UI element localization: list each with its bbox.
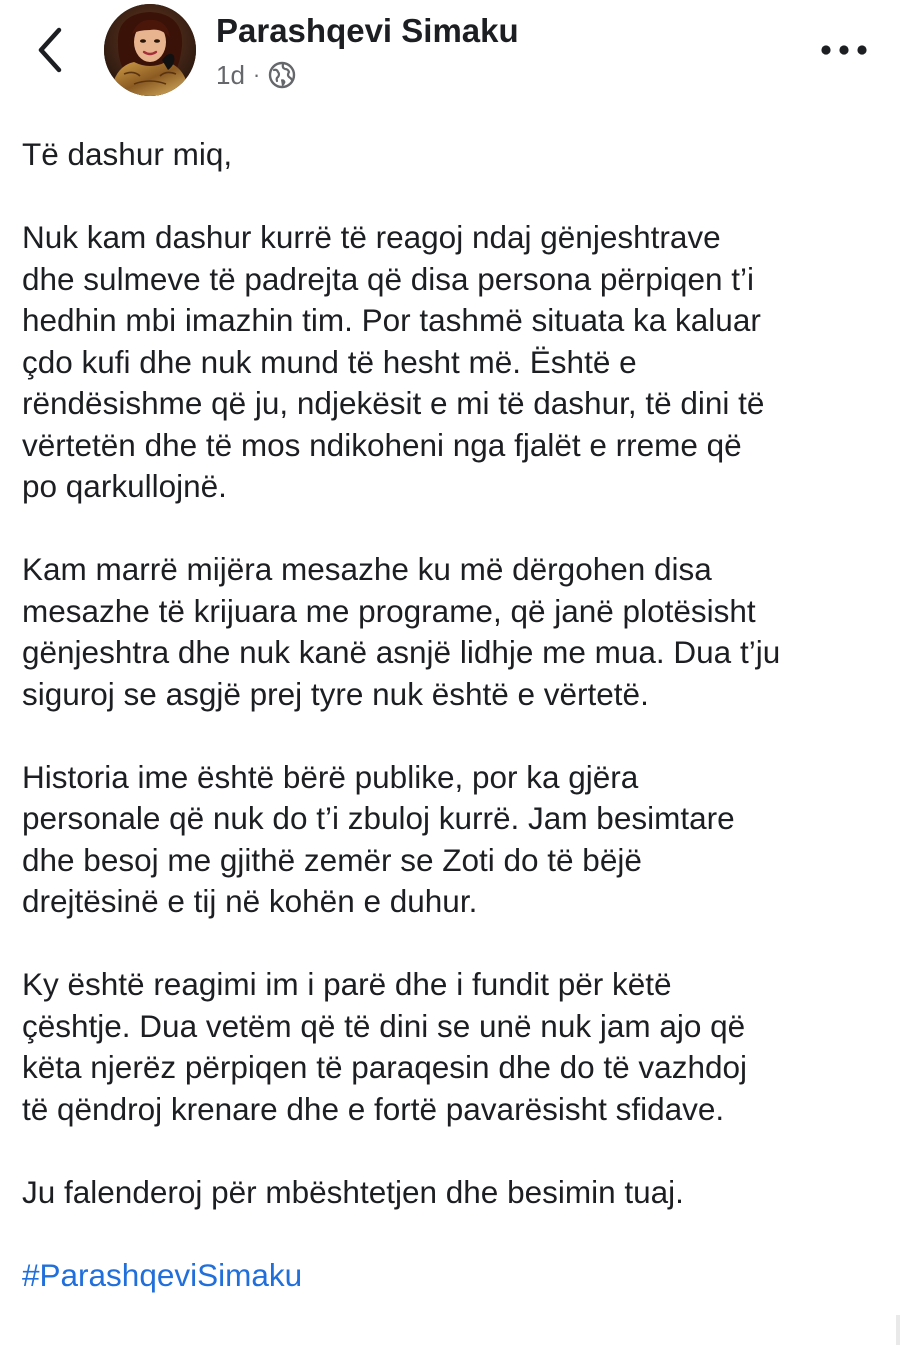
post-meta <box>216 58 296 92</box>
chevron-left-icon <box>35 26 65 74</box>
post-body <box>22 134 884 1296</box>
post-paragraph-3: Historia ime është bërë publike, por ka gjëra personale që nuk do t’i zbuloj kurrë. Jam besimtare dhe besoj me gjithë zemër se Zoti do të bëjë drejtësinë e tij në kohën e duhur. <box>22 758 735 919</box>
globe-icon[interactable] <box>268 61 296 89</box>
profile-photo <box>104 4 196 96</box>
post-paragraph-greeting: Të dashur miq, <box>22 136 233 172</box>
bottom-blank-area <box>0 1315 900 1345</box>
more-horizontal-icon <box>820 44 868 56</box>
post-time[interactable]: 1d <box>216 59 245 90</box>
edge-strip <box>896 1315 900 1345</box>
avatar[interactable] <box>104 4 196 96</box>
post-header <box>0 0 900 110</box>
post-paragraph-2: Kam marrë mijëra mesazhe ku më dërgohen disa mesazhe të krijuara me programe, që janë plotësisht gënjeshtra dhe nuk kanë asnjë lidhje me mua. Dua t’ju siguroj se asgjë prej tyre nuk është e vërtetë. <box>22 551 781 712</box>
post-paragraph-closing: Ju falenderoj për mbështetjen dhe besimin tuaj. <box>22 1173 684 1210</box>
more-options-button[interactable] <box>814 30 874 70</box>
hashtag-link[interactable]: #ParashqeviSimaku <box>22 1256 303 1293</box>
meta-separator: · <box>252 62 261 87</box>
post-paragraph-1: Nuk kam dashur kurrë të reagoj ndaj gënjeshtrave dhe sulmeve të padrejta që disa persona përpiqen t’i hedhin mbi imazhin tim. Por tashmë situata ka kaluar çdo kufi dhe nuk mund të hesht më. Është e rëndësishme që ju, ndjekësit e mi të dashur, të dini të vërtetën dhe të mos ndikoheni nga fjalët e rreme që po qarkullojnë. <box>22 219 765 504</box>
author-name[interactable]: Parashqevi Simaku <box>216 12 519 49</box>
back-button[interactable] <box>28 22 72 78</box>
post-paragraph-4: Ky është reagimi im i parë dhe i fundit për këtë çështje. Dua vetëm që të dini se unë nuk jam ajo që këta njerëz përpiqen të paraqesin dhe do të vazhdoj të qëndroj krenare dhe e fortë pavarësisht sfidave. <box>22 966 748 1127</box>
